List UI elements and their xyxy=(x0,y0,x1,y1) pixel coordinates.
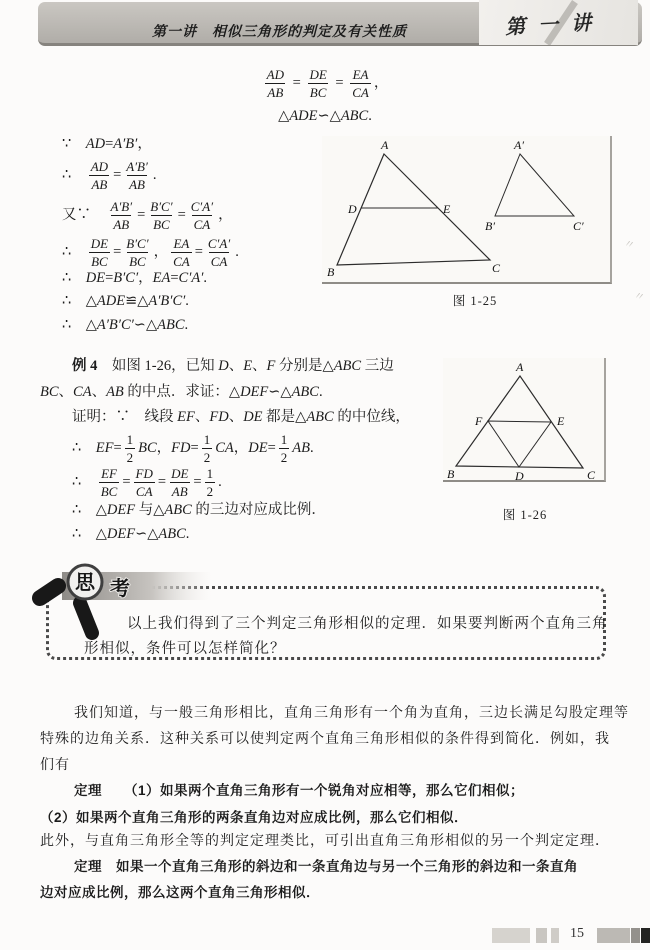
derivation-line: ∵ AD = A′B′ ， xyxy=(62,135,152,152)
page-title: 第一讲 相似三角形的判定及有关性质 xyxy=(152,23,407,39)
theorem-label: 定理 xyxy=(74,859,102,874)
figure-1-26 xyxy=(443,358,606,482)
vertex-label-C: C xyxy=(587,468,596,482)
derivation-line: ∴ $\frac{DE}{BC}$ = $\frac{B'C'}{BC}$ ， $\frac{EA}{CA}$ = $\frac{C'A'}{CA}$ . xyxy=(62,235,239,269)
paragraph-line: 此外，与直角三角形全等的判定定理类比，可引出直角三角形相似的另一个判定定理． xyxy=(40,834,610,849)
pencil-mark: 〃 xyxy=(632,289,647,305)
example-line: 例 4 如图 1-26，已知 D 、 E 、 F 分别是△ ABC 三边 xyxy=(72,357,394,374)
vertex-label-C-prime: C′ xyxy=(573,219,584,233)
vertex-label-E: E xyxy=(557,414,565,428)
figure-1-26-caption: 图 1-26 xyxy=(502,508,548,522)
triangle-DEF xyxy=(488,421,551,467)
theorem-3-line xyxy=(74,855,578,875)
footer-block xyxy=(492,928,530,943)
vertex-label-A: A xyxy=(516,360,524,374)
figure-1-25-caption: 图 1-25 xyxy=(452,294,498,308)
footer-block xyxy=(597,928,630,943)
corner-mark-text: 第一讲 xyxy=(504,11,605,39)
think-text-line: 以上我们得到了三个判定三角形相似的定理．如果要判断两个直角三角 xyxy=(127,616,608,632)
theorem-1-text: （1）如果两个直角三角形有一个锐角对应相等，那么它们相似； xyxy=(124,783,525,798)
corner-mark xyxy=(479,0,638,45)
example-line: ∴ △ DEF ∽△ ABC . xyxy=(72,525,190,542)
theorem-3-text: 如果一个直角三角形的斜边和一条直角边与另一个三角形的斜边和一条直角 xyxy=(116,859,578,874)
triangle-ApBpCp xyxy=(495,154,574,216)
figure-1-26-photo xyxy=(443,358,606,482)
example-line: ∴ $\frac{EF}{BC}$ = $\frac{FD}{CA}$ = $\frac{DE}{AB}$ = $\frac{1}{2}$ . xyxy=(72,465,222,499)
paragraph-line: 我们知道，与一般三角形相比，直角三角形有一个角为直角，三边长满足勾股定理等 xyxy=(74,706,629,721)
formula-proportion: $\frac{AD}{AB}$ = $\frac{DE}{BC}$ = $\frac{EA}{CA}$ ， xyxy=(266,66,389,100)
paragraph-line: 特殊的边角关系．这种关系可以使判定两个直角三角形相似的条件得到简化．例如，我 xyxy=(40,732,610,747)
figure-1-25-photo xyxy=(322,136,612,284)
footer-block xyxy=(641,928,650,943)
triangle-ABC xyxy=(337,154,490,265)
think-badge-char-2: 考 xyxy=(110,578,130,600)
derivation-line: 又∵ $\frac{A'B'}{AB}$ = $\frac{B'C'}{BC}$ = $\frac{C'A'}{CA}$ ， xyxy=(62,198,233,232)
vertex-label-D: D xyxy=(515,469,524,482)
derivation-line: ∴ △ A′B′C′ ∽ △ ABC . xyxy=(62,316,189,333)
footer-block xyxy=(551,928,559,943)
theorem-2-line xyxy=(40,806,468,826)
example-line: ∴ EF = $\frac{1}{2}$ BC ， FD = $\frac{1}{2}$ CA ， DE = $\frac{1}{2}$ AB . xyxy=(72,431,314,465)
vertex-label-E: E xyxy=(443,202,451,216)
key-bow xyxy=(40,586,58,598)
theorem-2-text: （2）如果两个直角三角形的两条直角边对应成比例，那么它们相似． xyxy=(40,810,469,825)
figure-1-25 xyxy=(322,136,612,284)
vertex-label-B: B xyxy=(447,467,455,481)
vertex-label-F: F xyxy=(475,414,483,428)
vertex-label-B-prime: B′ xyxy=(485,219,495,233)
derivation-line: ∴ △ ADE ≌ △ A′B′C′ . xyxy=(62,292,189,309)
pencil-mark: 〃 xyxy=(622,237,637,253)
page-number: 15 xyxy=(570,926,584,941)
vertex-label-C: C xyxy=(492,261,501,275)
vertex-label-B: B xyxy=(327,265,335,279)
example-line: BC 、 CA 、 AB 的中点．求证：△ DEF ∽△ ABC . xyxy=(40,383,323,400)
vertex-label-A-prime: A′ xyxy=(514,138,524,152)
footer-block xyxy=(631,928,640,943)
theorem-3-text-cont: 边对应成比例，那么这两个直角三角形相似． xyxy=(40,885,320,900)
example-line: 证明：∵ 线段 EF 、 FD 、 DE 都是△ ABC 的中位线， xyxy=(72,408,410,425)
example-line: ∴ △ DEF 与△ ABC 的三边对应成比例． xyxy=(72,501,326,518)
vertex-label-D: D xyxy=(348,202,357,216)
think-text-line: 形相似，条件可以怎样简化？ xyxy=(84,641,286,657)
footer-block xyxy=(536,928,547,943)
theorem-1-line xyxy=(74,779,524,799)
derivation-line: ∴ DE = B′C′ ， EA = C′A′ . xyxy=(62,269,208,286)
paragraph-line: 们有 xyxy=(40,758,70,773)
theorem-label: 定理 xyxy=(74,783,102,798)
think-badge-char-1: 思 xyxy=(75,572,95,594)
vertex-label-A: A xyxy=(381,138,389,152)
formula-similarity: △ ADE ∽ △ ABC . xyxy=(278,107,372,124)
theorem-3-line-cont xyxy=(40,881,320,901)
key-shaft xyxy=(80,603,92,633)
derivation-line: ∴ $\frac{AD}{AB}$ = $\frac{A'B'}{AB}$ . xyxy=(62,158,157,192)
